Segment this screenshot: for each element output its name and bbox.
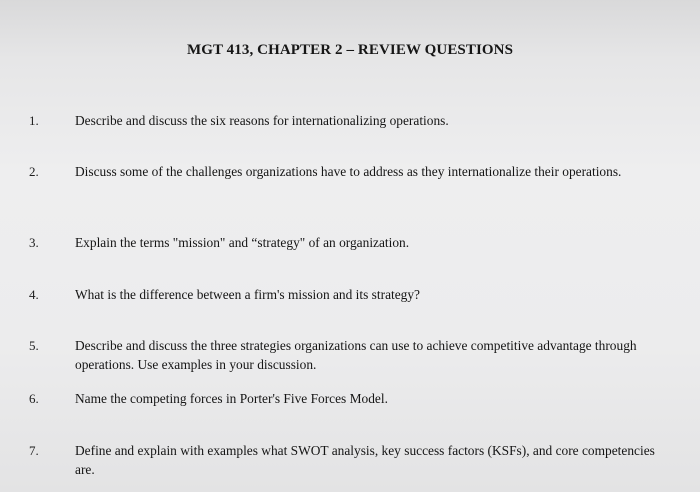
page-title: MGT 413, CHAPTER 2 – REVIEW QUESTIONS <box>186 42 514 58</box>
question-text: Describe and discuss the six reasons for internationalizing operations. <box>75 113 449 128</box>
question-number: 2. <box>29 164 39 179</box>
question-text: Define and explain with examples what SWOT analysis, key success factors (KSFs), and core competencies are. <box>75 443 655 477</box>
question-text: Describe and discuss the three strategies organizations can use to achieve competitive advantage through operations. Use examples in your discussion. <box>75 338 637 372</box>
question-number: 3. <box>29 235 39 250</box>
question-text: What is the difference between a firm's mission and its strategy? <box>75 287 421 302</box>
question-text: Explain the terms "mission" and “strategy" of an organization. <box>75 235 410 250</box>
question-number: 7. <box>29 443 39 458</box>
question-number: 1. <box>29 113 39 128</box>
question-number: 5. <box>29 338 39 353</box>
question-number: 6. <box>29 391 39 406</box>
question-text: Discuss some of the challenges organizations have to address as they internationalize their operations. <box>75 164 622 179</box>
question-text: Name the competing forces in Porter's Five Forces Model. <box>75 391 388 406</box>
question-number: 4. <box>29 287 39 302</box>
